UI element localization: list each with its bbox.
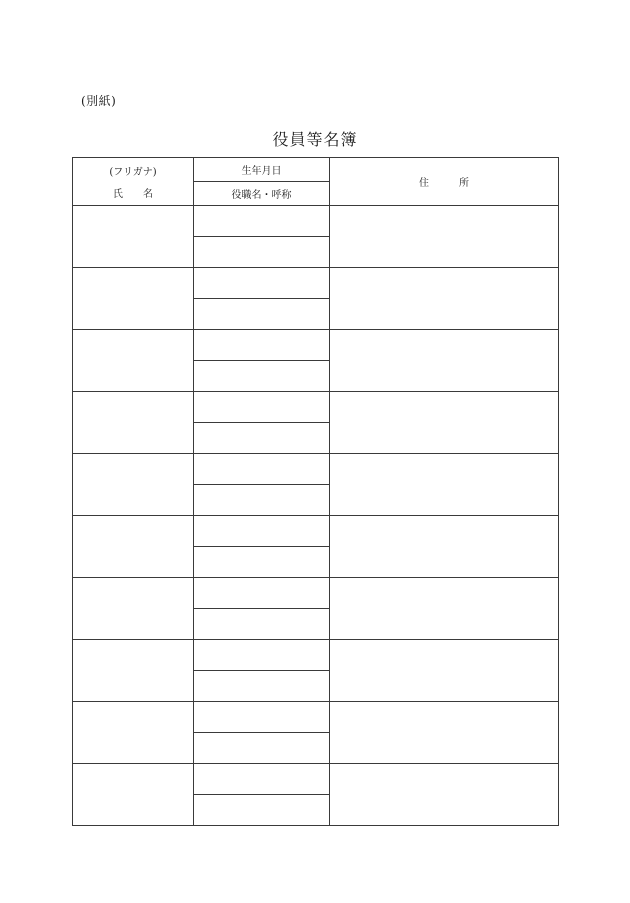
- entry-row: [73, 516, 559, 547]
- furigana-header: (フリガナ): [109, 167, 157, 178]
- entry-address-cell[interactable]: [330, 702, 559, 764]
- entry-address-cell[interactable]: [330, 640, 559, 702]
- entry-name-cell[interactable]: [73, 516, 194, 578]
- entry-address-cell[interactable]: [330, 454, 559, 516]
- entry-name-cell[interactable]: [73, 702, 194, 764]
- officer-roster-table: [72, 157, 559, 826]
- entry-row: [73, 268, 559, 299]
- entry-position-cell[interactable]: [194, 361, 330, 392]
- entry-position-cell[interactable]: [194, 237, 330, 268]
- entry-birth-date-cell[interactable]: [194, 268, 330, 299]
- entry-row: [73, 764, 559, 795]
- entry-address-cell[interactable]: [330, 206, 559, 268]
- entry-birth-date-cell[interactable]: [194, 640, 330, 671]
- entry-birth-date-cell[interactable]: [194, 764, 330, 795]
- entry-row: [73, 206, 559, 237]
- entry-birth-date-cell[interactable]: [194, 206, 330, 237]
- entry-position-cell[interactable]: [194, 299, 330, 330]
- entry-birth-date-cell[interactable]: [194, 454, 330, 485]
- address-header: 住 所: [330, 158, 559, 206]
- birth-date-header: 生年月日: [194, 158, 330, 182]
- entry-row: [73, 702, 559, 733]
- entry-row: [73, 330, 559, 361]
- entry-row: [73, 640, 559, 671]
- entry-address-cell[interactable]: [330, 268, 559, 330]
- position-header: 役職名・呼称: [194, 182, 330, 206]
- entry-birth-date-cell[interactable]: [194, 330, 330, 361]
- entry-address-cell[interactable]: [330, 392, 559, 454]
- entry-name-cell[interactable]: [73, 392, 194, 454]
- name-header: 氏 名: [113, 189, 153, 200]
- entry-position-cell[interactable]: [194, 423, 330, 454]
- entry-address-cell[interactable]: [330, 330, 559, 392]
- entry-position-cell[interactable]: [194, 671, 330, 702]
- entry-position-cell[interactable]: [194, 485, 330, 516]
- entry-position-cell[interactable]: [194, 795, 330, 826]
- entry-position-cell[interactable]: [194, 609, 330, 640]
- entry-birth-date-cell[interactable]: [194, 392, 330, 423]
- header-row-top: [73, 158, 559, 182]
- entry-position-cell[interactable]: [194, 547, 330, 578]
- entry-name-cell[interactable]: [73, 640, 194, 702]
- entry-address-cell[interactable]: [330, 764, 559, 826]
- entry-name-cell[interactable]: [73, 330, 194, 392]
- name-header-cell: [73, 158, 194, 206]
- entry-row: [73, 392, 559, 423]
- entry-row: [73, 578, 559, 609]
- entry-birth-date-cell[interactable]: [194, 702, 330, 733]
- entry-name-cell[interactable]: [73, 764, 194, 826]
- entry-position-cell[interactable]: [194, 733, 330, 764]
- entry-name-cell[interactable]: [73, 454, 194, 516]
- entry-address-cell[interactable]: [330, 578, 559, 640]
- entry-name-cell[interactable]: [73, 206, 194, 268]
- entry-name-cell[interactable]: [73, 578, 194, 640]
- entry-name-cell[interactable]: [73, 268, 194, 330]
- entry-address-cell[interactable]: [330, 516, 559, 578]
- entry-row: [73, 454, 559, 485]
- entry-birth-date-cell[interactable]: [194, 516, 330, 547]
- attachment-label: (別紙): [81, 94, 117, 108]
- document-title: 役員等名簿: [272, 130, 358, 149]
- entry-birth-date-cell[interactable]: [194, 578, 330, 609]
